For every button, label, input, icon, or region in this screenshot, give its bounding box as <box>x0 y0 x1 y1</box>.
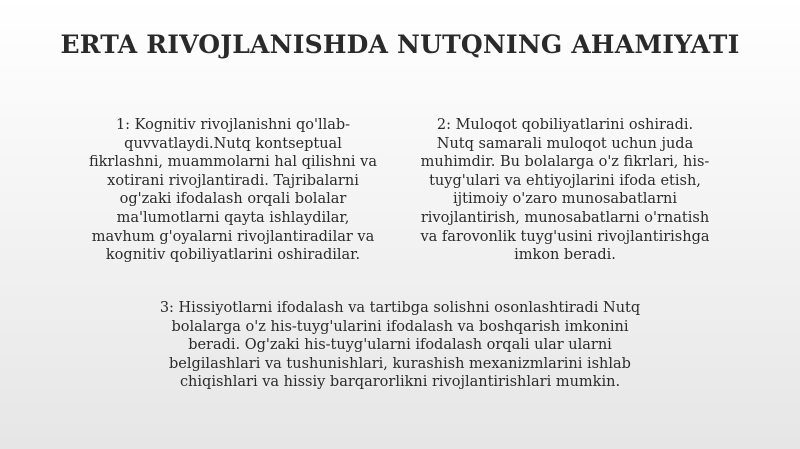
paragraph-emotional-expression: 3: Hissiyotlarni ifodalash va tartibga solishni osonlashtiradi Nutq bolalarga o'z his-tuyg'ularini ifodalash va boshqarish imkonini beradi. Og'zaki his-tuyg'ularni ifodalash orqali ular ularni belgilashlari va tushunishlari, kurashish mexanizmlarini ishlab chiqishlari va hissiy barqarorlikni rivojlantirishlari mumkin. <box>159 300 641 391</box>
slide-title: ERTA RIVOJLANISHDA NUTQNING AHAMIYATI <box>60 30 740 59</box>
paragraph-cognitive-development: 1: Kognitiv rivojlanishni qo'llab-quvvatlaydi.Nutq kontseptual fikrlashni, muammolarni hal qilishni va xotirani rivojlantiradi. Tajribalarni og'zaki ifodalash orqali bolalar ma'lumotlarni qayta ishlaydilar, mavhum g'oyalarni rivojlantiradilar va kognitiv qobiliyatlarini oshiradilar. <box>88 117 378 264</box>
paragraph-communication-skills: 2: Muloqot qobiliyatlarini oshiradi. Nutq samarali muloqot uchun juda muhimdir. Bu bolalarga o'z fikrlari, his-tuyg'ulari va ehtiyojlarini ifoda etish, ijtimoiy o'zaro munosabatlarni rivojlantirish, munosabatlarni o'rnatish va farovonlik tuyg'usini rivojlantirishga imkon beradi. <box>420 117 710 264</box>
